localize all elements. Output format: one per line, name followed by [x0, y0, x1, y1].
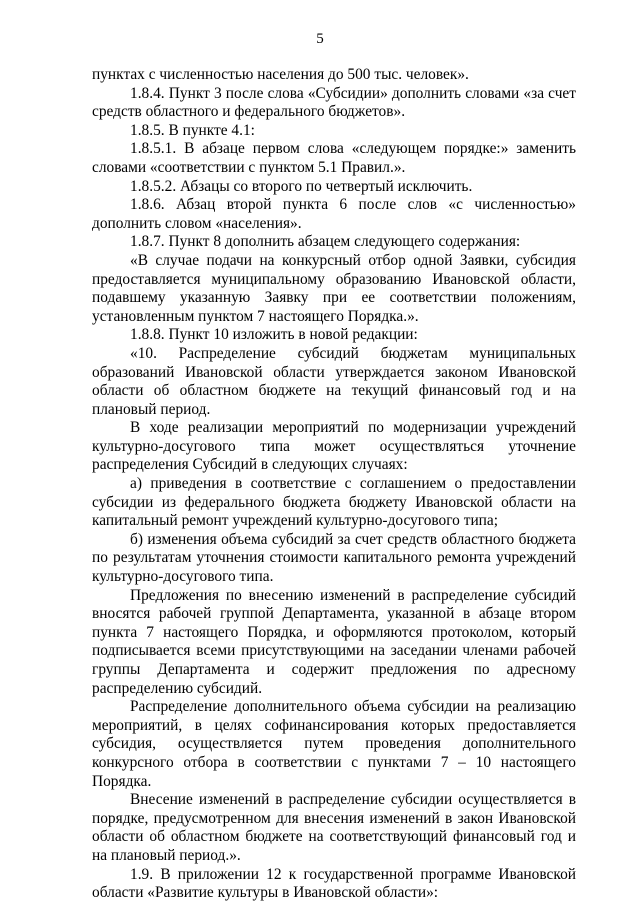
paragraph-1-8-6: 1.8.6. Абзац второй пункта 6 после слов «с численностью» дополнить словом «населения». [92, 196, 576, 232]
paragraph-1-9: 1.9. В приложении 12 к государственной программе Ивановской области «Развитие культуры в Ивановской области»: [92, 865, 576, 902]
paragraph-implementation: В ходе реализации мероприятий по модернизации учреждений культурно-досугового типа может осуществляться уточнение распределения Субсидий в следующих случаях: [92, 419, 576, 474]
paragraph-1-8-5: 1.8.5. В пункте 4.1: [130, 121, 255, 139]
paragraph-proposals: Предложения по внесению изменений в распределение субсидий вносятся рабочей группой Департамента, указанной в абзаце втором пункта 7 настоящего Порядка, и оформляются протоколом, который подписывается всеми присутствующими на заседании членами рабочей группы Департамента и содержит предложения по адресному распределению субсидий. [92, 586, 576, 697]
paragraph-amendments: Внесение изменений в распределение субсидии осуществляется в порядке, предусмотренном для внесения изменений в закон Ивановской области об областном бюджете на соответствующий финансовый год и на плановый период.». [92, 791, 576, 864]
paragraph-point-10: «10. Распределение субсидий бюджетам муниципальных образований Ивановской области утверждается законом Ивановской области об областном бюджете на текущий финансовый год и на плановый период. [92, 344, 576, 418]
paragraph-case-a: а) приведения в соответствие с соглашением о предоставлении субсидии из федерального бюджета бюджету Ивановской области на капитальный ремонт учреждений культурно-досугового типа; [92, 475, 576, 530]
paragraph-additional-volume: Распределение дополнительного объема субсидии на реализацию мероприятий, в целях софинансирования которых предоставляется субсидия, осуществляется путем проведения дополнительного конкурсного отбора в соответствии с пунктами 7 – 10 настоящего Порядка. [92, 698, 576, 790]
document-body [92, 66, 576, 903]
paragraph-1-8-4: 1.8.4. Пункт 3 после слова «Субсидии» дополнить словами «за счет средств областного и федерального бюджетов». [92, 84, 576, 121]
paragraph-1-8-8: 1.8.8. Пункт 10 изложить в новой редакции: [130, 326, 418, 344]
page-number: 5 [316, 31, 324, 47]
paragraph-1-8-5-2: 1.8.5.2. Абзацы со второго по четвертый исключить. [130, 177, 473, 195]
paragraph-case-b: б) изменения объема субсидий за счет средств областного бюджета по результатам уточнения стоимости капитального ремонта учреждений культурно-досугового типа. [92, 530, 576, 586]
paragraph-1-8-5-1: 1.8.5.1. В абзаце первом слова «следующем порядке:» заменить словами «соответствии с пунктом 5.1 Правил.». [92, 140, 576, 176]
paragraph-1-8-7: 1.8.7. Пункт 8 дополнить абзацем следующего содержания: [130, 233, 521, 251]
paragraph-continuation: пунктах с численностью населения до 500 тыс. человек». [92, 66, 469, 83]
paragraph-quote-single-application: «В случае подачи на конкурсный отбор одной Заявки, субсидия предоставляется муниципальному образованию Ивановской области, подавшему указанную Заявку при ее соответствии положениям, установленным пунктом 7 настоящего Порядка.». [92, 251, 576, 325]
